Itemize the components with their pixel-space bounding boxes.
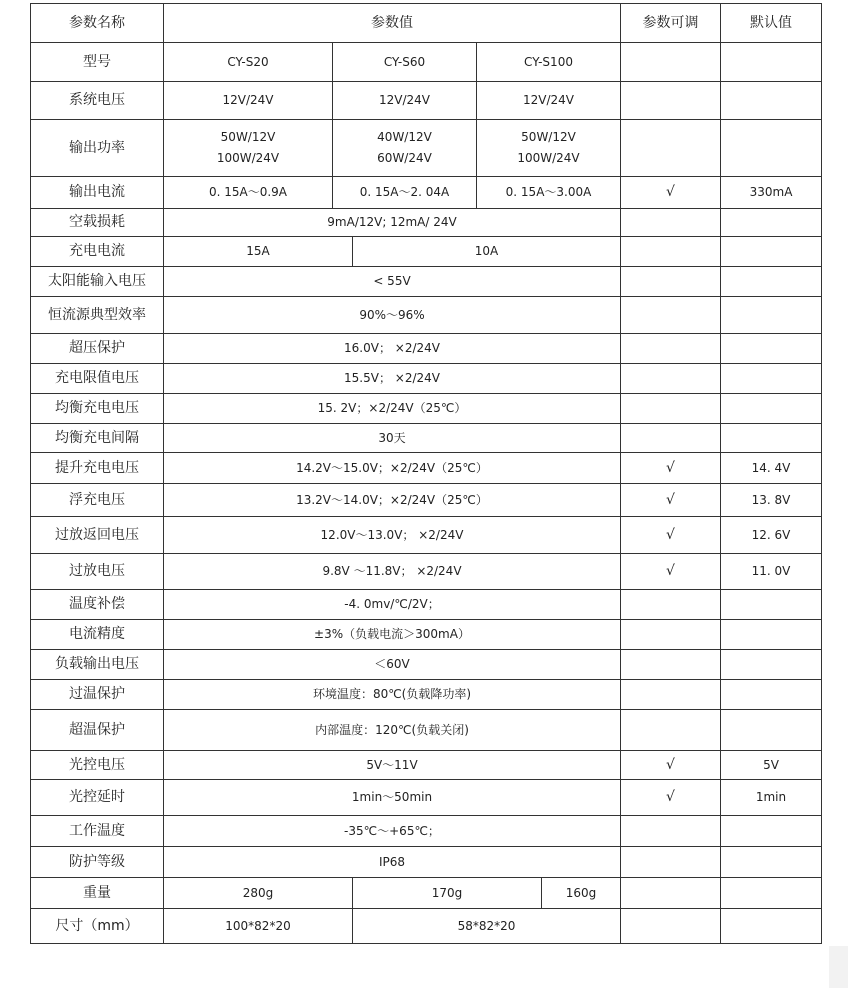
param-name-text: 恒流源典型效率 [48, 306, 146, 323]
param-name-text: 太阳能输入电压 [48, 273, 146, 289]
param-value-text: 15.5V； ×2/24V [344, 371, 440, 385]
default-value [720, 297, 821, 333]
param-name-text: 重量 [83, 884, 111, 901]
table-row [31, 815, 821, 846]
param-name-text: 输出功率 [69, 139, 125, 156]
default-value [720, 650, 821, 679]
adjustable-check-text: √ [666, 563, 675, 579]
default-value [720, 620, 821, 649]
param-name [31, 177, 163, 208]
param-value [163, 517, 620, 553]
default-value-text: 1min [755, 790, 787, 804]
param-value [163, 267, 620, 296]
param-value [163, 177, 332, 208]
param-value [541, 878, 620, 908]
param-value-text: < 55V [373, 274, 411, 288]
default-value-text: 330mA [749, 185, 793, 199]
table-row [31, 709, 821, 750]
adjustable-check [620, 847, 720, 877]
table-row [31, 452, 821, 483]
table-row [31, 81, 821, 119]
adjustable-check [620, 334, 720, 363]
param-name [31, 120, 163, 176]
table-row [31, 266, 821, 296]
default-value [720, 43, 821, 81]
param-value [163, 620, 620, 649]
param-value-text: 9.8V ～11.8V； ×2/24V [322, 564, 462, 578]
adjustable-check [620, 680, 720, 709]
table-row [31, 363, 821, 393]
table-row [31, 333, 821, 363]
param-name [31, 334, 163, 363]
adjustable-check [620, 394, 720, 423]
param-value-text: 13.2V～14.0V；×2/24V（25℃） [296, 492, 488, 507]
adjustable-check [620, 364, 720, 393]
param-value-text: 170g [431, 885, 463, 900]
header-param-value-text: 参数值 [371, 14, 413, 31]
param-value [163, 751, 620, 779]
param-value-text: CY-S60 [383, 54, 426, 69]
param-value-text: 9mA/12V; 12mA/ 24V [327, 215, 457, 229]
param-name [31, 297, 163, 333]
param-value-text: 90%～96% [359, 307, 425, 322]
default-value-text: 13. 8V [751, 492, 791, 507]
param-value-text: 58*82*20 [457, 918, 516, 933]
adjustable-check [620, 484, 720, 516]
default-value [720, 267, 821, 296]
table-row [31, 846, 821, 877]
param-value [332, 43, 476, 81]
param-value-line: 40W/12V [377, 130, 432, 144]
default-value-text: 14. 4V [751, 460, 791, 475]
table-row [31, 42, 821, 81]
header-default-text: 默认值 [750, 14, 792, 31]
default-value [720, 177, 821, 208]
param-value [163, 237, 352, 266]
param-value-text: 30天 [378, 430, 406, 445]
param-name [31, 82, 163, 119]
param-name-text: 空载损耗 [69, 214, 125, 230]
param-value-text: 0. 15A～2. 04A [359, 185, 450, 199]
param-value-line: 50W/12V [521, 130, 576, 144]
param-value [163, 120, 332, 176]
param-name [31, 780, 163, 815]
param-value [476, 120, 620, 176]
default-value-text: 5V [763, 757, 779, 772]
default-value [720, 878, 821, 908]
param-value [163, 847, 620, 877]
param-value-text: ±3%（负载电流＞300mA） [314, 627, 470, 641]
table-row [31, 589, 821, 619]
adjustable-check-text: √ [666, 184, 675, 200]
header-param-name-text: 参数名称 [69, 14, 125, 31]
param-name-text: 防护等级 [69, 853, 125, 870]
param-name [31, 424, 163, 452]
param-value [352, 237, 620, 266]
param-value [332, 120, 476, 176]
adjustable-check-text: √ [666, 789, 675, 805]
param-value [476, 177, 620, 208]
param-name-text: 负载输出电压 [55, 656, 139, 672]
adjustable-check-text: √ [666, 459, 675, 476]
param-name-text: 超压保护 [69, 340, 125, 356]
param-name [31, 517, 163, 553]
adjustable-check [620, 878, 720, 908]
param-name-text: 超温保护 [69, 721, 125, 738]
param-name-text: 光控延时 [69, 789, 125, 805]
param-value-text: CY-S100 [524, 54, 573, 69]
param-value [163, 394, 620, 423]
param-value-text: 160g [565, 885, 597, 900]
param-value [332, 82, 476, 119]
param-name-text: 浮充电压 [69, 491, 125, 508]
param-value [163, 590, 620, 619]
adjustable-check [620, 237, 720, 266]
adjustable-check [620, 43, 720, 81]
default-value [720, 424, 821, 452]
param-value-text: 0. 15A～3.00A [505, 185, 592, 199]
adjustable-check-text: √ [666, 526, 675, 543]
param-name-text: 过放返回电压 [55, 526, 139, 543]
adjustable-check-text: √ [666, 491, 675, 508]
param-name [31, 590, 163, 619]
param-name-text: 过温保护 [69, 686, 125, 702]
param-name [31, 620, 163, 649]
param-name [31, 237, 163, 266]
adjustable-check-text: √ [666, 756, 675, 773]
param-value [163, 334, 620, 363]
param-value [163, 424, 620, 452]
param-name-text: 过放电压 [69, 563, 125, 579]
param-name [31, 680, 163, 709]
param-value [332, 177, 476, 208]
param-value-line: 60W/24V [377, 151, 432, 165]
default-value [720, 453, 821, 483]
param-name [31, 453, 163, 483]
param-value [163, 209, 620, 236]
param-value [163, 878, 352, 908]
adjustable-check [620, 780, 720, 815]
param-value [163, 816, 620, 846]
param-value [163, 710, 620, 750]
param-value [163, 297, 620, 333]
table-header-row [31, 4, 821, 42]
table-row [31, 423, 821, 452]
default-value [720, 909, 821, 943]
adjustable-check [620, 453, 720, 483]
header-adjustable [620, 4, 720, 42]
param-name [31, 43, 163, 81]
param-value [163, 780, 620, 815]
table-row [31, 877, 821, 908]
param-name [31, 364, 163, 393]
param-value-line: 100W/24V [216, 151, 280, 165]
param-value-text: 16.0V； ×2/24V [344, 341, 440, 355]
table-row [31, 393, 821, 423]
param-value-text: 12V/24V [222, 93, 274, 107]
table-row [31, 236, 821, 266]
param-value-text: 1min～50min [351, 790, 433, 804]
default-value [720, 82, 821, 119]
table-row [31, 119, 821, 176]
param-name [31, 267, 163, 296]
header-default [720, 4, 821, 42]
default-value [720, 237, 821, 266]
param-value [352, 878, 541, 908]
param-value-text: 280g [242, 885, 274, 900]
param-name [31, 847, 163, 877]
param-value [163, 554, 620, 589]
param-name [31, 909, 163, 943]
param-value [163, 43, 332, 81]
default-value [720, 517, 821, 553]
adjustable-check [620, 650, 720, 679]
param-name [31, 554, 163, 589]
default-value-text: 11. 0V [751, 564, 791, 578]
default-value [720, 751, 821, 779]
param-value [163, 909, 352, 943]
default-value [720, 334, 821, 363]
param-value-text: 12V/24V [523, 93, 574, 107]
adjustable-check [620, 590, 720, 619]
default-value [720, 590, 821, 619]
table-row [31, 553, 821, 589]
scroll-tab[interactable] [829, 946, 848, 988]
adjustable-check [620, 816, 720, 846]
param-value [476, 43, 620, 81]
adjustable-check [620, 517, 720, 553]
adjustable-check [620, 751, 720, 779]
param-value-line: 100W/24V [517, 151, 580, 165]
param-value-text: 12V/24V [379, 93, 430, 107]
param-name [31, 751, 163, 779]
table-row [31, 516, 821, 553]
param-name [31, 816, 163, 846]
param-value-text: 环境温度：80℃(负载降功率) [312, 687, 472, 701]
table-row [31, 649, 821, 679]
param-name [31, 710, 163, 750]
default-value [720, 554, 821, 589]
param-name-text: 工作温度 [69, 822, 125, 839]
param-name-text: 充电电流 [69, 243, 125, 259]
param-name-text: 系统电压 [69, 92, 125, 108]
param-value-text: -35℃～+65℃； [344, 823, 440, 838]
header-adjustable-text: 参数可调 [642, 14, 699, 31]
adjustable-check [620, 267, 720, 296]
adjustable-check [620, 177, 720, 208]
adjustable-check [620, 209, 720, 236]
table-row [31, 779, 821, 815]
param-name-text: 电流精度 [69, 626, 125, 642]
param-value-text: -4. 0mv/℃/2V； [344, 597, 440, 611]
param-name [31, 394, 163, 423]
param-name [31, 878, 163, 908]
table-row [31, 679, 821, 709]
param-value-text: IP68 [378, 854, 406, 869]
default-value [720, 680, 821, 709]
default-value [720, 847, 821, 877]
default-value [720, 484, 821, 516]
param-value-text: 12.0V～13.0V； ×2/24V [320, 527, 464, 542]
param-name [31, 650, 163, 679]
param-value-text: 10A [474, 244, 499, 258]
adjustable-check [620, 620, 720, 649]
table-row [31, 908, 821, 943]
param-name-text: 温度补偿 [69, 596, 125, 612]
param-value-text: 15A [246, 244, 270, 258]
default-value [720, 816, 821, 846]
table-row [31, 296, 821, 333]
adjustable-check [620, 120, 720, 176]
table-row [31, 208, 821, 236]
adjustable-check [620, 710, 720, 750]
param-value [163, 82, 332, 119]
param-name [31, 209, 163, 236]
header-param-value [163, 4, 620, 42]
table-row [31, 176, 821, 208]
table-row [31, 619, 821, 649]
default-value-text: 12. 6V [751, 527, 791, 542]
param-name-text: 充电限值电压 [55, 370, 139, 386]
default-value [720, 364, 821, 393]
param-name-text: 提升充电电压 [55, 459, 139, 476]
spec-table [30, 3, 822, 944]
param-value [163, 680, 620, 709]
param-value-text: 内部温度：120℃(负载关闭) [315, 722, 469, 737]
table-row [31, 483, 821, 516]
param-value [163, 650, 620, 679]
param-value-line: 50W/12V [220, 130, 276, 144]
param-name-text: 均衡充电电压 [55, 400, 139, 416]
param-value [163, 484, 620, 516]
param-name-text: 光控电压 [69, 756, 125, 773]
table-row [31, 750, 821, 779]
default-value [720, 394, 821, 423]
param-value [476, 82, 620, 119]
param-value-text: 15. 2V；×2/24V（25℃） [317, 401, 467, 415]
param-name [31, 484, 163, 516]
adjustable-check [620, 909, 720, 943]
param-value-text: 5V～11V [366, 757, 418, 772]
param-name-text: 型号 [83, 53, 111, 70]
default-value [720, 710, 821, 750]
default-value [720, 780, 821, 815]
param-value [163, 453, 620, 483]
adjustable-check [620, 82, 720, 119]
param-name-text: 均衡充电间隔 [55, 429, 139, 446]
default-value [720, 120, 821, 176]
param-value [352, 909, 620, 943]
header-param-name [31, 4, 163, 42]
default-value [720, 209, 821, 236]
param-value-text: 100*82*20 [225, 918, 291, 933]
param-name-text: 输出电流 [69, 184, 125, 200]
param-value-text: CY-S20 [227, 54, 269, 69]
adjustable-check [620, 297, 720, 333]
param-value-text: 0. 15A～0.9A [208, 185, 288, 199]
adjustable-check [620, 424, 720, 452]
param-value [163, 364, 620, 393]
adjustable-check [620, 554, 720, 589]
param-value-text: ＜60V [374, 657, 410, 671]
param-value-text: 14.2V～15.0V；×2/24V（25℃） [296, 460, 488, 475]
param-name-text: 尺寸（mm） [55, 917, 139, 934]
